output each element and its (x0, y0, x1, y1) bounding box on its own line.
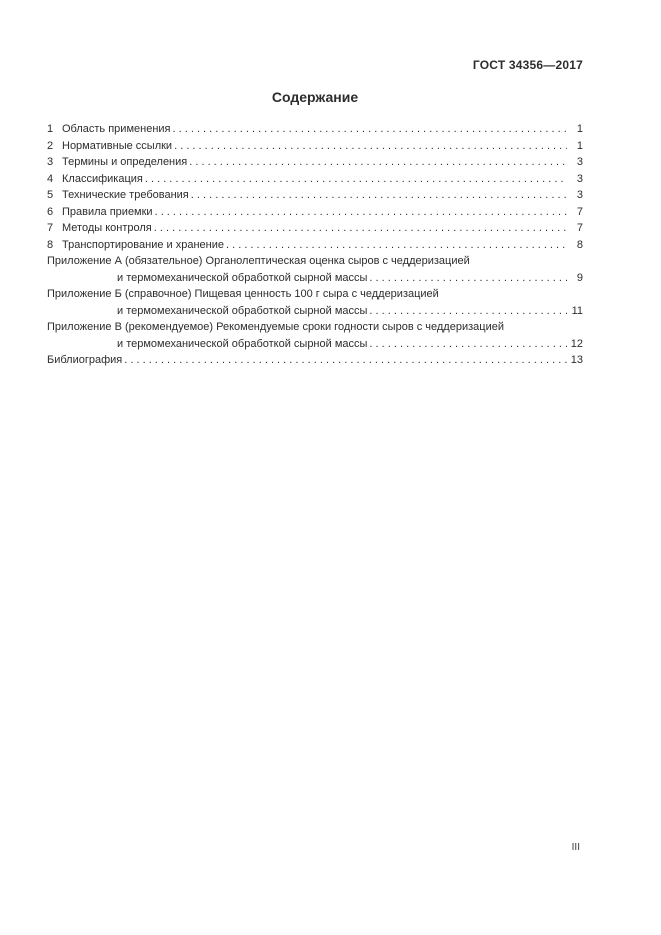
toc-row-page: 3 (576, 189, 583, 201)
toc-appendix-line2 (47, 270, 583, 287)
toc-row-label: Нормативные ссылки (62, 139, 173, 152)
toc-row-label: и термомеханической обработкой сырной массы (117, 304, 368, 317)
toc-row (47, 121, 583, 138)
toc-row-page: 1 (576, 123, 583, 135)
page-folio: III (571, 842, 580, 853)
toc-appendix-line1: Приложение Б (справочное) Пищевая ценность 100 г сыра с чеддеризацией (47, 288, 439, 300)
leader-dots (369, 270, 567, 287)
toc-row-label: Транспортирование и хранение (62, 238, 224, 251)
toc-row-page: 7 (576, 205, 583, 218)
toc-row-page: 7 (576, 222, 583, 234)
leader-dots (189, 154, 567, 171)
toc-row (47, 220, 583, 237)
leader-dots (154, 220, 567, 237)
toc-appendix-line2 (47, 336, 583, 353)
toc-row-label: Термины и определения (62, 156, 188, 168)
toc-row-page: 11 (571, 304, 583, 317)
toc-row-page: 3 (576, 172, 583, 185)
toc-appendix-line2 (47, 303, 583, 320)
toc-row-page: 13 (570, 354, 583, 366)
toc-row-label: и термомеханической обработкой сырной массы (117, 337, 368, 350)
toc-row-number: 7 (47, 222, 54, 234)
toc-appendix-line1: Приложение В (рекомендуемое) Рекомендуемые сроки годности сыров с чеддеризацией (47, 321, 504, 333)
toc-bibliography-row (47, 352, 583, 369)
toc-row (47, 154, 583, 171)
leader-dots (369, 336, 567, 353)
toc-row (47, 237, 583, 254)
leader-dots (173, 121, 568, 138)
toc-row-number: 6 (47, 205, 54, 218)
toc-row-page: 1 (576, 139, 583, 152)
toc-row-label: Классификация (62, 172, 143, 185)
toc-row-number: 3 (47, 156, 54, 168)
toc-row-label: Технические требования (62, 189, 189, 201)
toc-row (47, 171, 583, 188)
toc-appendix-entry (47, 253, 583, 286)
toc-row-label: Библиография (47, 354, 123, 366)
toc-appendix-entry (47, 286, 583, 319)
toc-row-label: Область применения (62, 123, 171, 135)
toc-row-number: 2 (47, 139, 54, 152)
toc-row-number: 8 (47, 238, 54, 251)
toc-row-page: 3 (576, 156, 583, 168)
toc-list (47, 121, 583, 369)
leader-dots (226, 237, 567, 254)
toc-row (47, 138, 583, 155)
toc-row-number: 1 (47, 123, 54, 135)
leader-dots (191, 187, 567, 204)
leader-dots (145, 171, 567, 188)
leader-dots (369, 303, 567, 320)
toc-row-page: 12 (570, 337, 583, 350)
toc-row (47, 204, 583, 221)
standard-number: ГОСТ 34356—2017 (472, 58, 583, 72)
toc-row-page: 8 (576, 238, 583, 251)
toc-row-number: 4 (47, 172, 54, 185)
toc-row-label: и термомеханической обработкой сырной массы (117, 271, 368, 284)
toc-row-page: 9 (576, 271, 583, 284)
leader-dots (174, 138, 567, 155)
leader-dots (155, 204, 567, 221)
toc-appendix-entry (47, 319, 583, 352)
toc-row (47, 187, 583, 204)
leader-dots (124, 352, 567, 369)
toc-row-label: Правила приемки (62, 205, 153, 218)
toc-row-number: 5 (47, 189, 54, 201)
toc-appendix-line1: Приложение А (обязательное) Органолептическая оценка сыров с чеддеризацией (47, 255, 470, 267)
page-title: Содержание (271, 89, 359, 105)
toc-row-label: Методы контроля (62, 222, 152, 234)
